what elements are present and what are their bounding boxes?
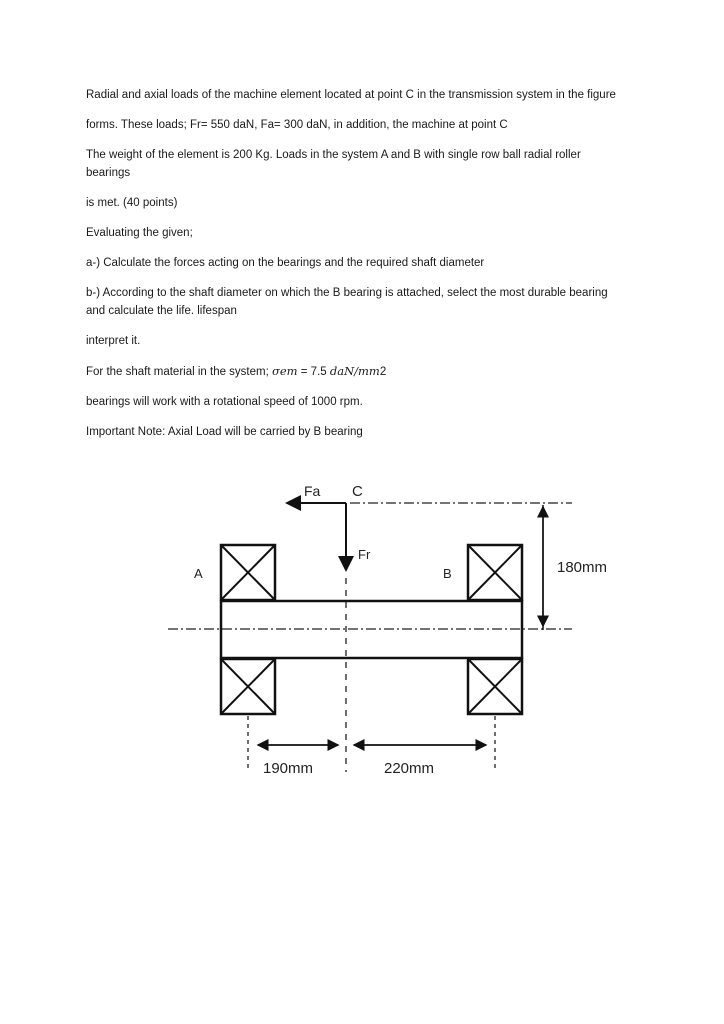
label-a: A: [194, 566, 203, 581]
paragraph-note: Important Note: Axial Load will be carried by B bearing: [86, 426, 363, 438]
paragraph-loads: forms. These loads; Fr= 550 daN, Fa= 300 daN, in addition, the machine at point C: [86, 119, 508, 131]
paragraph-speed: bearings will work with a rotational speed of 1000 rpm.: [86, 396, 363, 408]
paragraph-weight: The weight of the element is 200 Kg. Loads in the system A and B with single row ball radial roller bearings: [86, 149, 581, 179]
paragraph-points: is met. (40 points): [86, 197, 178, 209]
dim-left-label: 190mm: [263, 760, 314, 777]
label-fr: Fr: [358, 547, 371, 562]
bearing-a-top: [221, 545, 275, 600]
dim-right-label: 220mm: [384, 760, 435, 777]
bearing-a-bottom: [221, 659, 275, 714]
paragraph-interpret: interpret it.: [86, 335, 141, 347]
paragraph-intro: Radial and axial loads of the machine element located at point C in the transmission system in the figure: [86, 89, 616, 101]
dim-height-label: 180mm: [557, 559, 608, 576]
label-fa: Fa: [304, 483, 321, 499]
bearing-b-top: [468, 545, 522, 600]
stress-unit-suffix: 2: [379, 366, 387, 378]
label-b: B: [443, 566, 452, 581]
bearing-b-bottom: [468, 659, 522, 714]
stress-unit: daN/mm: [329, 364, 380, 378]
stress-value: = 7.5: [297, 366, 330, 378]
paragraph-evaluating: Evaluating the given;: [86, 227, 193, 239]
label-c: C: [352, 483, 363, 500]
stress-symbol: σem: [272, 364, 298, 378]
question-b: b-) According to the shaft diameter on which the B bearing is attached, select the most durable bearing and calculate the life. lifespan: [86, 287, 608, 317]
shaft-material-prefix: For the shaft material in the system;: [86, 366, 272, 378]
question-a: a-) Calculate the forces acting on the bearings and the required shaft diameter: [86, 257, 485, 269]
